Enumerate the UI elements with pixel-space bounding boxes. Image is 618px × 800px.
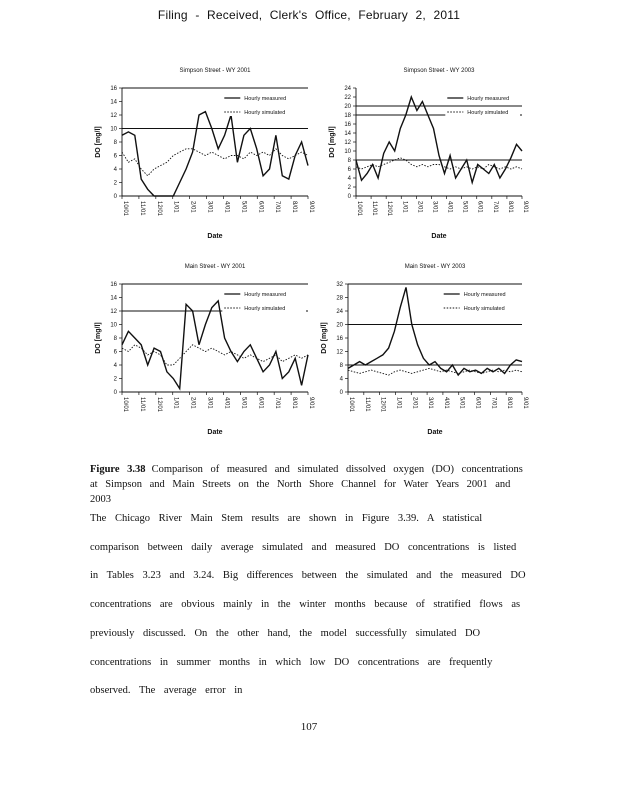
- x-tick-label: 8/01: [291, 397, 298, 409]
- y-tick-label: 14: [110, 99, 117, 106]
- y-tick-label: 12: [336, 349, 343, 356]
- y-axis-label: DO [mg/l]: [95, 322, 102, 354]
- x-tick-label: 8/01: [291, 201, 298, 213]
- y-axis-label: DO [mg/l]: [329, 126, 336, 158]
- y-tick-label: 0: [113, 390, 117, 396]
- y-tick-label: 8: [339, 363, 343, 369]
- x-tick-label: 11/01: [138, 201, 145, 216]
- y-tick-label: 14: [344, 131, 351, 137]
- y-axis-label: DO [mg/l]: [321, 322, 328, 354]
- legend-label: Hourly simulated: [467, 110, 509, 116]
- y-tick-label: 16: [344, 122, 351, 128]
- x-tick-label: 4/01: [446, 201, 453, 213]
- x-tick-label: 9/01: [308, 201, 314, 213]
- y-tick-label: 10: [344, 149, 351, 155]
- chart-simpson-2003: [326, 64, 526, 242]
- chart-svg: [92, 64, 312, 242]
- figure-caption: [90, 462, 530, 507]
- legend-label: Hourly simulated: [244, 110, 286, 116]
- series-line: [122, 301, 308, 389]
- x-tick-label: 1/01: [172, 201, 179, 213]
- x-tick-label: 2/01: [189, 201, 196, 213]
- y-tick-label: 0: [339, 390, 343, 396]
- x-axis-label: Date: [427, 429, 443, 436]
- x-tick-label: 12/01: [155, 201, 162, 217]
- y-tick-label: 10: [110, 322, 117, 329]
- x-tick-label: 10/01: [348, 397, 354, 413]
- chart-svg: [326, 64, 526, 242]
- x-tick-label: 3/01: [206, 397, 213, 409]
- chart-title: Main Street - WY 2001: [184, 264, 246, 270]
- y-tick-label: 14: [110, 295, 117, 302]
- x-tick-label: 7/01: [491, 201, 498, 213]
- legend-label: Hourly simulated: [244, 306, 286, 312]
- y-tick-label: 28: [336, 295, 343, 302]
- y-tick-label: 18: [344, 113, 351, 119]
- figure-label: Figure 3.38: [90, 464, 146, 475]
- y-tick-label: 4: [113, 167, 117, 173]
- x-tick-label: 2/01: [189, 397, 196, 409]
- x-tick-label: 2/01: [416, 201, 423, 213]
- y-tick-label: 6: [113, 349, 117, 356]
- chart-title: Simpson Street - WY 2003: [403, 68, 475, 74]
- figure-caption-text: Comparison of measured and simulated dissolved oxygen (DO) concentrations at Simpson and Main Streets on the North Shore Channel for Water Years 2001 and 2003: [90, 464, 523, 505]
- x-tick-label: 7/01: [274, 397, 281, 409]
- y-tick-label: 20: [344, 104, 351, 110]
- body-paragraph: The Chicago River Main Stem results are shown in Figure 3.39. A statistical comparison between daily average simulated and measured DO concentrations is listed in Tables 3.23 and 3.24. Big differences between the simulated and the measured DO concentrations are obvious mainly in the winter months because of stratified flows as previously discussed. On the other hand, the model successfully simulated DO concentrations in summer months in which low DO concentrations are frequently observed. The average error in: [90, 513, 526, 697]
- x-tick-label: 8/01: [506, 201, 513, 213]
- legend-label: Hourly measured: [244, 96, 287, 102]
- x-tick-label: 3/01: [427, 397, 434, 409]
- x-tick-label: 11/01: [363, 397, 370, 412]
- x-tick-label: 12/01: [379, 397, 386, 413]
- x-tick-label: 9/01: [308, 397, 314, 409]
- y-tick-label: 4: [339, 376, 343, 383]
- y-tick-label: 2: [113, 180, 117, 187]
- x-tick-label: 10/01: [122, 397, 128, 413]
- x-tick-label: 9/01: [522, 397, 528, 409]
- chart-main-2001: [92, 260, 312, 438]
- y-tick-label: 24: [336, 309, 343, 315]
- x-tick-label: 12/01: [155, 397, 162, 413]
- x-tick-label: 3/01: [431, 201, 438, 213]
- x-tick-label: 11/01: [138, 397, 145, 412]
- y-tick-label: 8: [113, 336, 117, 342]
- x-tick-label: 6/01: [257, 201, 264, 213]
- page-number: 107: [300, 721, 318, 733]
- x-tick-label: 5/01: [461, 201, 468, 213]
- y-tick-label: 4: [347, 176, 351, 182]
- x-tick-label: 6/01: [257, 397, 264, 409]
- y-tick-label: 16: [110, 86, 117, 92]
- x-tick-label: 1/01: [172, 397, 179, 409]
- series-line: [348, 287, 522, 375]
- filing-header: Filing - Received, Clerk's Office, February 2, 2011: [157, 8, 461, 22]
- x-tick-label: 10/01: [122, 201, 128, 217]
- y-tick-label: 4: [113, 363, 117, 369]
- y-tick-label: 12: [344, 140, 351, 146]
- y-tick-label: 2: [347, 185, 351, 191]
- y-tick-label: 12: [110, 113, 117, 119]
- x-tick-label: 7/01: [490, 397, 497, 409]
- x-tick-label: 8/01: [506, 397, 513, 409]
- y-tick-label: 22: [344, 95, 351, 101]
- x-tick-label: 5/01: [240, 397, 247, 409]
- x-tick-label: 1/01: [395, 397, 402, 409]
- legend-label: Hourly simulated: [463, 306, 505, 312]
- x-tick-label: 4/01: [442, 397, 449, 409]
- x-axis-label: Date: [207, 233, 223, 240]
- y-tick-label: 2: [113, 376, 117, 383]
- chart-title: Simpson Street - WY 2001: [179, 68, 251, 74]
- y-tick-label: 6: [347, 167, 351, 173]
- x-tick-label: 11/01: [371, 201, 378, 216]
- chart-title: Main Street - WY 2003: [404, 264, 466, 270]
- chart-main-2003: [318, 260, 526, 438]
- x-tick-label: 2/01: [411, 397, 418, 409]
- y-tick-label: 16: [336, 336, 343, 342]
- x-axis-label: Date: [431, 233, 447, 240]
- legend-label: Hourly measured: [463, 292, 506, 298]
- y-tick-label: 16: [110, 282, 117, 288]
- y-tick-label: 0: [113, 194, 117, 200]
- series-line: [122, 345, 308, 365]
- y-tick-label: 24: [344, 86, 351, 92]
- x-tick-label: 7/01: [274, 201, 281, 213]
- x-tick-label: 4/01: [223, 397, 230, 409]
- y-tick-label: 20: [336, 322, 343, 329]
- x-tick-label: 6/01: [476, 201, 483, 213]
- x-tick-label: 3/01: [206, 201, 213, 213]
- legend-label: Hourly measured: [467, 96, 510, 102]
- y-tick-label: 8: [347, 158, 351, 164]
- y-tick-label: 32: [336, 282, 343, 288]
- x-tick-label: 9/01: [522, 201, 528, 213]
- x-tick-label: 10/01: [356, 201, 362, 217]
- x-axis-label: Date: [207, 429, 223, 436]
- x-tick-label: 6/01: [474, 397, 481, 409]
- chart-simpson-2001: [92, 64, 312, 242]
- x-tick-label: 5/01: [458, 397, 465, 409]
- x-tick-label: 4/01: [223, 201, 230, 213]
- x-tick-label: 12/01: [386, 201, 393, 217]
- legend-label: Hourly measured: [244, 292, 287, 298]
- y-tick-label: 10: [110, 126, 117, 133]
- chart-svg: [318, 260, 526, 438]
- y-tick-label: 8: [113, 140, 117, 146]
- x-tick-label: 1/01: [401, 201, 408, 213]
- y-axis-label: DO [mg/l]: [95, 126, 102, 158]
- y-tick-label: 0: [347, 194, 351, 200]
- x-tick-label: 5/01: [240, 201, 247, 213]
- y-tick-label: 12: [110, 309, 117, 315]
- y-tick-label: 6: [113, 153, 117, 160]
- chart-svg: [92, 260, 312, 438]
